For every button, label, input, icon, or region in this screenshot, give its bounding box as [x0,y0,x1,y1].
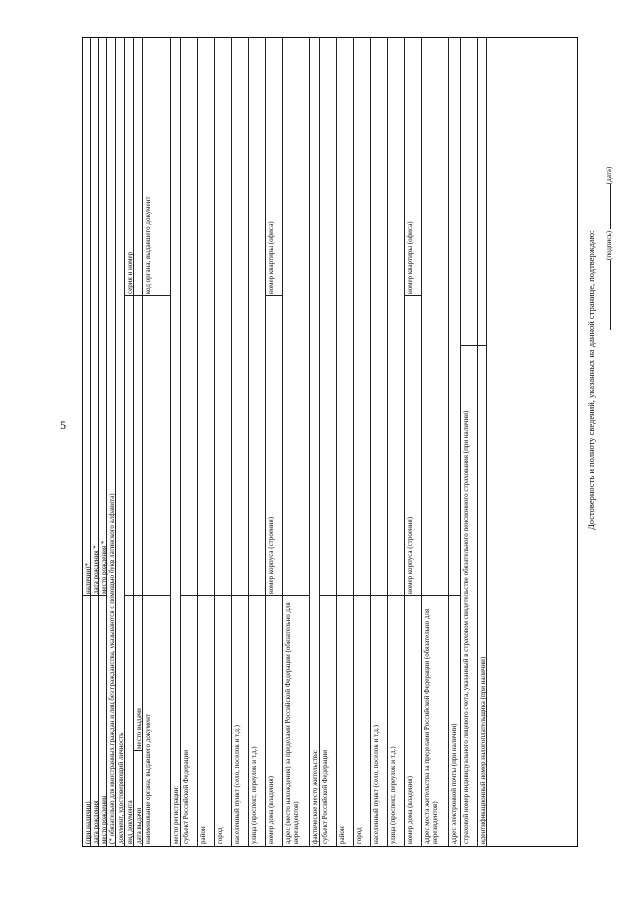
table-row [198,38,215,846]
field-value[interactable]: дата рождения * [92,545,100,594]
table-row [116,38,125,846]
field-label: номер дома (владения) [406,776,414,844]
apartment-number-label: номер квартиры (офиса) [267,221,275,294]
field-value[interactable] [449,36,460,596]
field-label: район [199,826,207,844]
table-row [134,38,143,846]
foreign-note: (* обязательно для иностранных граждан и лиц без гражданства, указываются с помощью букв латинского алфавита) [108,493,116,844]
field-value[interactable] [388,36,404,596]
field-label: наименование органа, выдавшего документ [144,714,152,844]
field-value[interactable] [422,36,448,596]
table-row [249,38,266,846]
field-label: населенный пункт (село, поселок и т.д.) [233,725,241,844]
table-row [181,38,198,846]
section-heading: фактическое место жительства: [311,749,319,844]
table-row [232,38,249,846]
signature-line [604,160,613,330]
field-value[interactable]: место рождения * [100,540,108,594]
field-label: улица (проспект, переулок и т.д.) [250,746,258,844]
table-row [99,38,107,846]
section-heading: место регистрации: [172,785,180,844]
table-row [266,38,283,846]
table-row [371,38,388,846]
issuer-code-label: код органа, выдавшего документ [144,196,152,294]
field-label: город [355,827,363,844]
field-value[interactable] [478,36,486,346]
field-value[interactable] [461,36,477,346]
apartment-number-label: номер квартиры (офиса) [406,221,414,294]
signature-label: (подпись) [605,230,613,260]
field-label: адрес места жительства за пределами Российской Федерации (обязательно для нерезидентов) [423,608,439,844]
table-row [215,38,232,846]
field-label: населенный пункт (село, поселок и т.д.) [372,725,380,844]
table-row [91,38,99,846]
field-value[interactable] [215,36,231,596]
field-label: город [216,827,224,844]
signature-blank[interactable] [604,260,611,330]
field-value[interactable] [371,36,387,596]
document-type-value[interactable] [125,296,133,596]
table-row [83,38,91,846]
field-label: дата рождения [92,800,100,844]
date-label: (дата) [605,166,613,185]
issuer-name-value[interactable] [143,296,170,596]
field-label: адрес (место нахождения) за пределами Российской Федерации (обязательно для нерезидентов) [284,602,300,844]
table-row [283,38,310,846]
field-label: район [338,826,346,844]
table-row [125,38,134,846]
field-label: улица (проспект, переулок и т.д.) [389,746,397,844]
date-blank[interactable] [604,184,611,229]
table-row [478,38,487,846]
field-label: дата выдачи [135,807,143,844]
table-row [320,38,337,846]
table-row [449,38,461,846]
field-label: страховой номер индивидуального лицевого счета, указанный в страховом свидетельстве обязательного пенсионного страхования (при наличии) [462,410,470,844]
field-value[interactable] [232,36,248,596]
field-label: номер дома (владения) [267,776,275,844]
table-row [171,38,181,846]
table-row [388,38,405,846]
field-value[interactable] [320,36,336,596]
field-label: субъект Российской Федерации [321,750,329,844]
identity-document-heading: документ, удостоверяющий личность [117,732,125,844]
field-value[interactable] [337,36,353,596]
form-table [82,37,578,847]
table-row [310,38,320,846]
field-label: вид документа [126,800,134,844]
page-number: 5 [60,418,66,432]
field-label: адрес электронной почты (при наличии) [450,723,458,844]
field-label: субъект Российской Федерации [182,750,190,844]
field-value[interactable]: наличии)* [84,563,92,594]
field-value[interactable] [198,36,214,596]
field-label: место рождения [100,795,108,844]
field-value[interactable] [354,36,370,596]
building-number-label: номер корпуса (строения) [267,516,275,594]
series-number-label: серия и номер [126,251,134,294]
table-row [422,38,449,846]
table-row [405,38,422,846]
table-row [354,38,371,846]
field-value[interactable] [181,36,197,596]
field-label: (при наличии) [84,801,92,844]
building-number-label: номер корпуса (строения) [406,516,414,594]
field-value[interactable] [283,36,309,596]
table-row [461,38,478,846]
field-value[interactable] [249,36,265,596]
table-row [107,38,116,846]
table-row [143,38,171,846]
place-of-issue-label: место выдачи [135,708,143,749]
table-row [337,38,354,846]
field-label: идентификационный номер налогоплательщика (при наличии) [479,656,487,844]
confirmation-text: Достоверность и полноту сведений, указанных на данной странице, подтверждаю: [586,230,596,530]
